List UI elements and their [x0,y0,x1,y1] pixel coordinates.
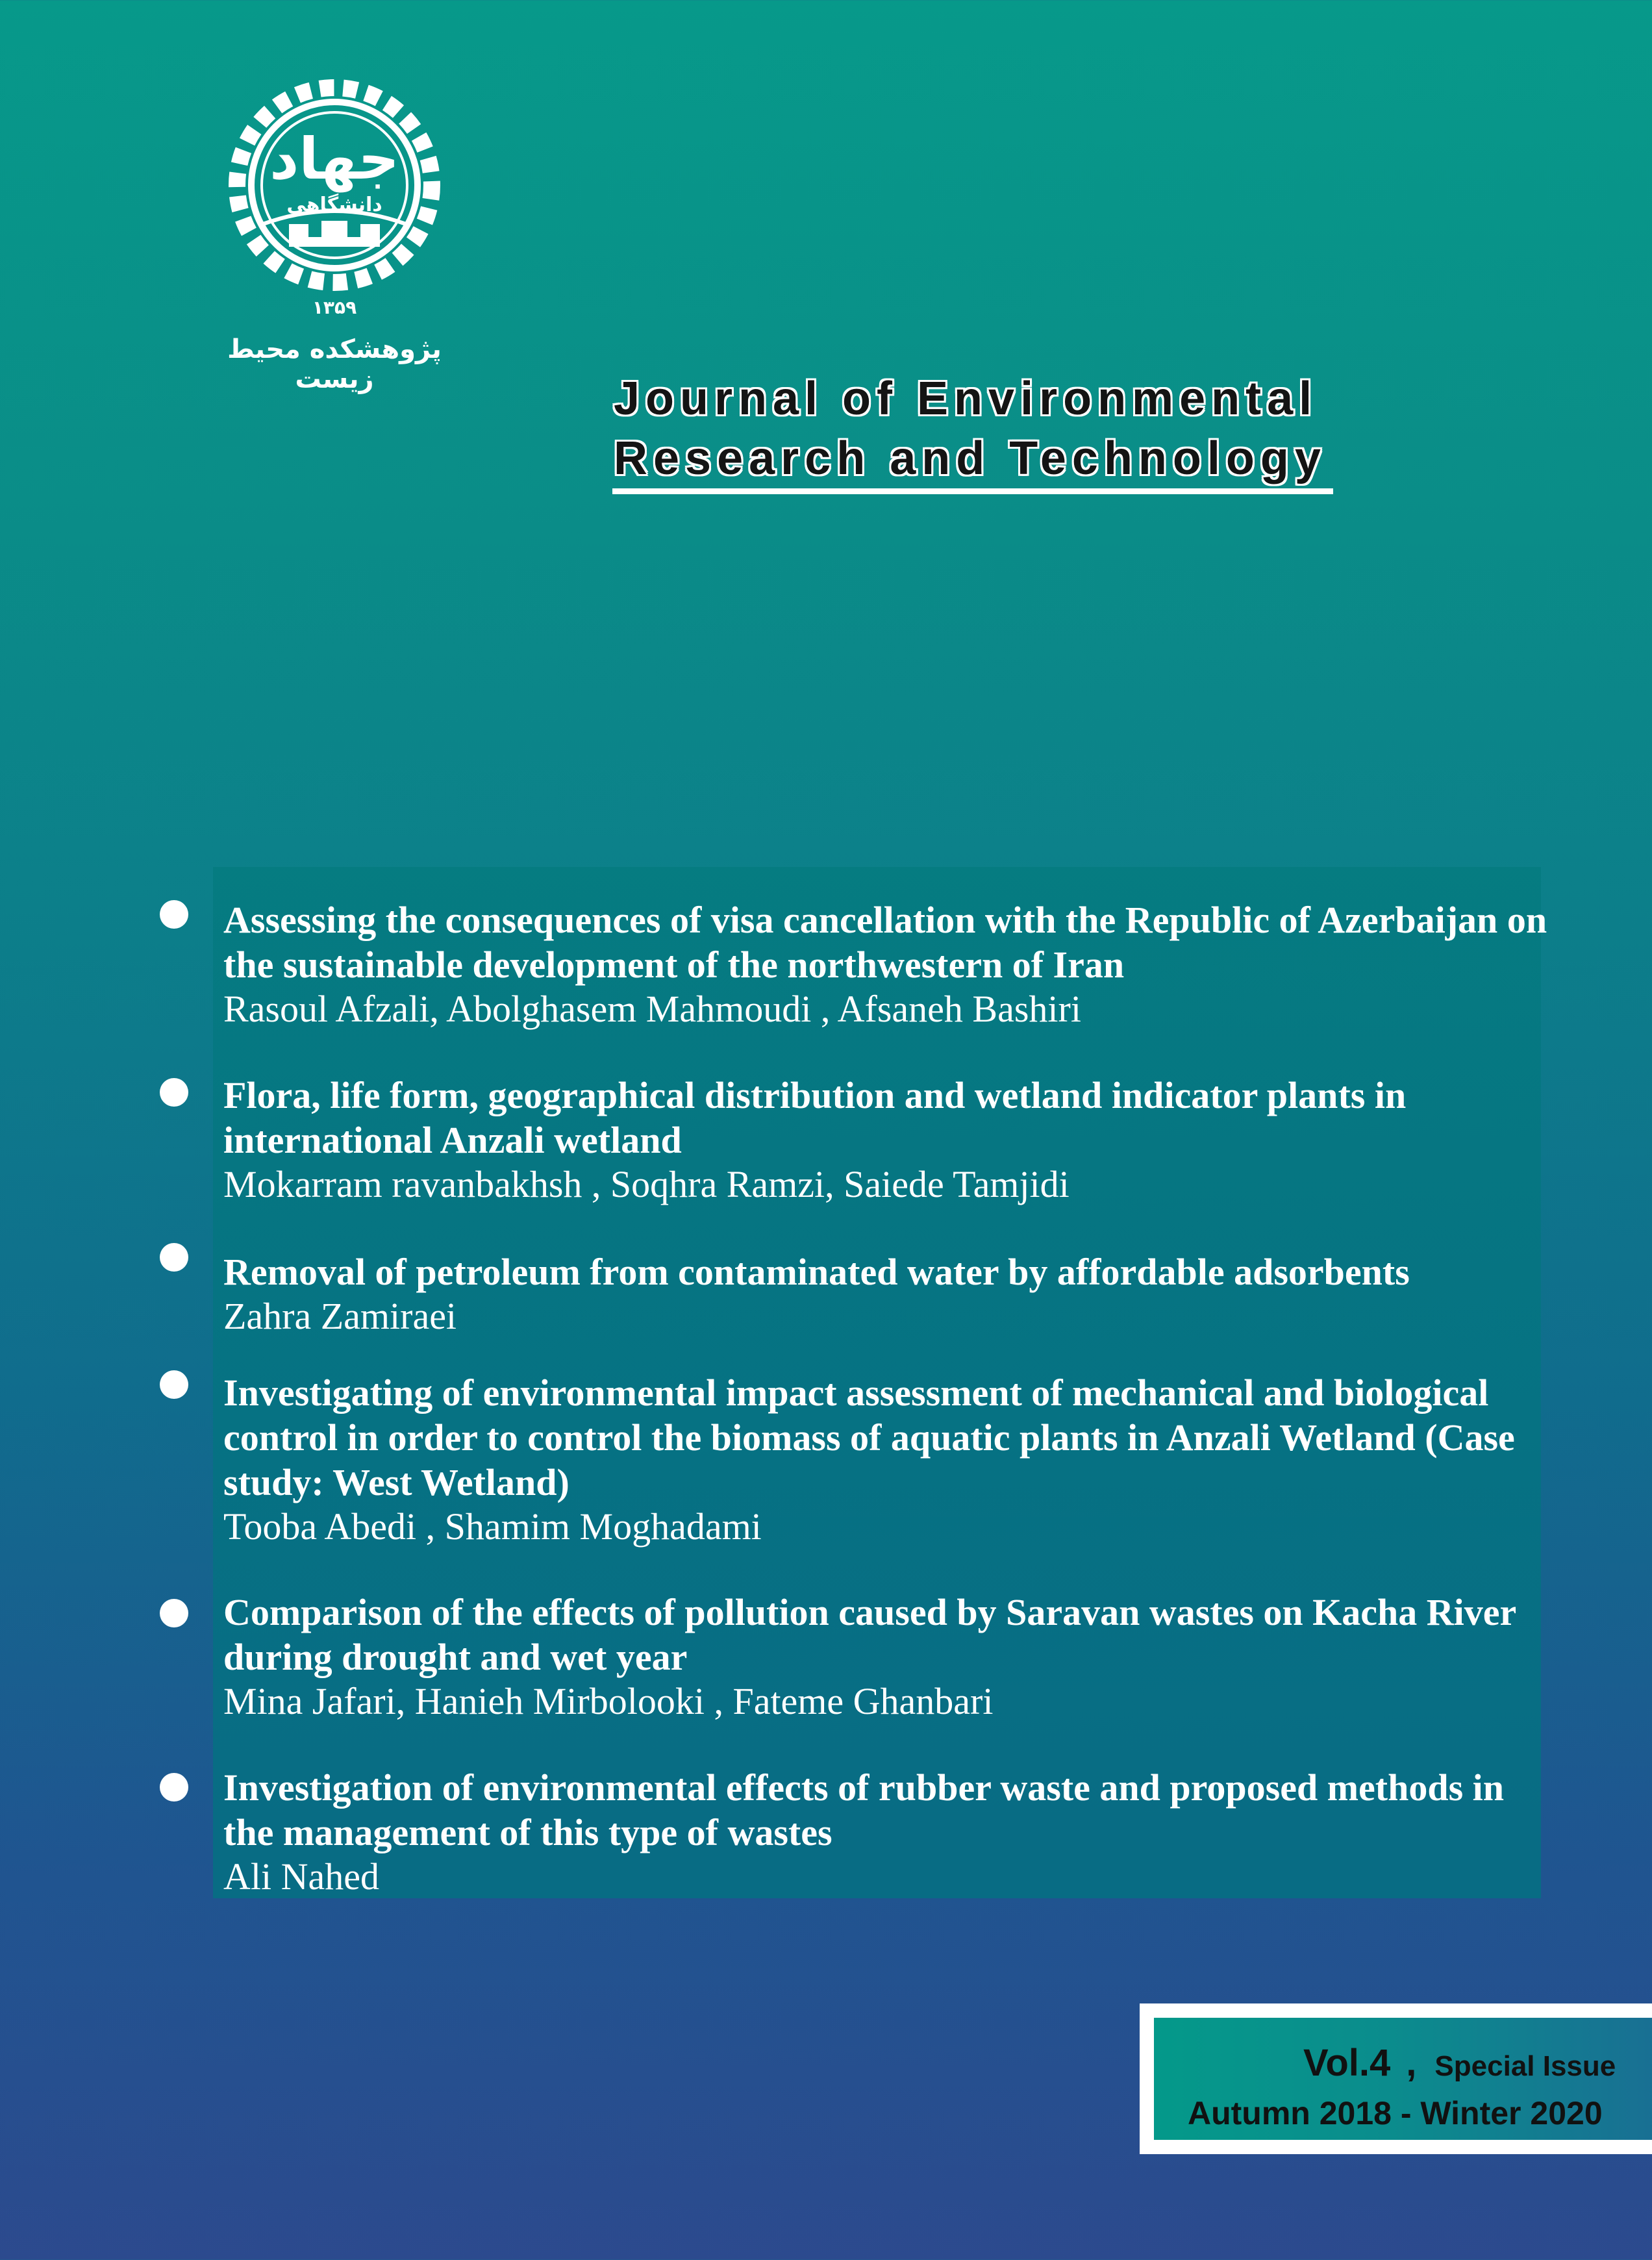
article-title: Investigation of environmental effects of rubber waste and proposed methods in the management of this type of wastes [223,1766,1505,1853]
journal-title [614,369,1334,488]
article-title: Investigating of environmental impact assessment of mechanical and biological control in order to control the biomass of aquatic plants in Anzali Wetland (Case study: West Wetland) [223,1372,1515,1503]
article-authors: Tooba Abedi , Shamim Moghadami [223,1505,762,1548]
issue-box [1140,2003,1652,2154]
issue-volume: Vol.4 [1303,2042,1391,2084]
article-authors: Mina Jafari, Hanieh Mirbolooki , Fateme Ghanbari [223,1680,994,1722]
logo-name: جهاد [269,125,399,192]
bullet-icon [160,900,188,929]
article-authors: Rasoul Afzali, Abolghasem Mahmoudi , Afsaneh Bashiri [223,988,1081,1030]
article-title: Comparison of the effects of pollution caused by Saravan wastes on Kacha River during drought and wet year [223,1591,1516,1678]
bullet-icon [160,1243,188,1272]
journal-title-line1: Journal of Environmental [614,373,1318,425]
issue-box-inner [1154,2018,1652,2140]
article-title: Removal of petroleum from contaminated water by affordable adsorbents [223,1251,1410,1293]
article-authors: Ali Nahed [223,1855,379,1898]
issue-separator: , [1406,2042,1417,2084]
journal-title-line2: Research and Technology [614,433,1327,484]
article-authors: Mokarram ravanbakhsh , Soqhra Ramzi, Saiede Tamjidi [223,1163,1070,1205]
article-title: Flora, life form, geographical distribution and wetland indicator plants in international Anzali wetland [223,1074,1407,1161]
bullet-icon [160,1773,188,1802]
title-underline [612,488,1333,494]
logo-sub: دانشگاهی [286,194,382,216]
article-authors: Zahra Zamiraei [223,1295,457,1337]
issue-period: Autumn 2018 - Winter 2020 [1188,2095,1603,2131]
bullet-icon [160,1599,188,1627]
logo-year: ۱۳۵۹ [312,297,357,318]
gear-emblem-icon [208,71,461,377]
logo-institute: پژوهشکده محیط زیست [227,334,442,394]
institute-logo [208,71,461,394]
issue-volume-line [1303,2041,1616,2085]
bullet-icon [160,1078,188,1107]
bullet-icon [160,1370,188,1399]
article-title: Assessing the consequences of visa cancellation with the Republic of Azerbaijan on the sustainable development of the northwestern of Iran [223,899,1547,986]
issue-special: Special Issue [1434,2050,1616,2082]
